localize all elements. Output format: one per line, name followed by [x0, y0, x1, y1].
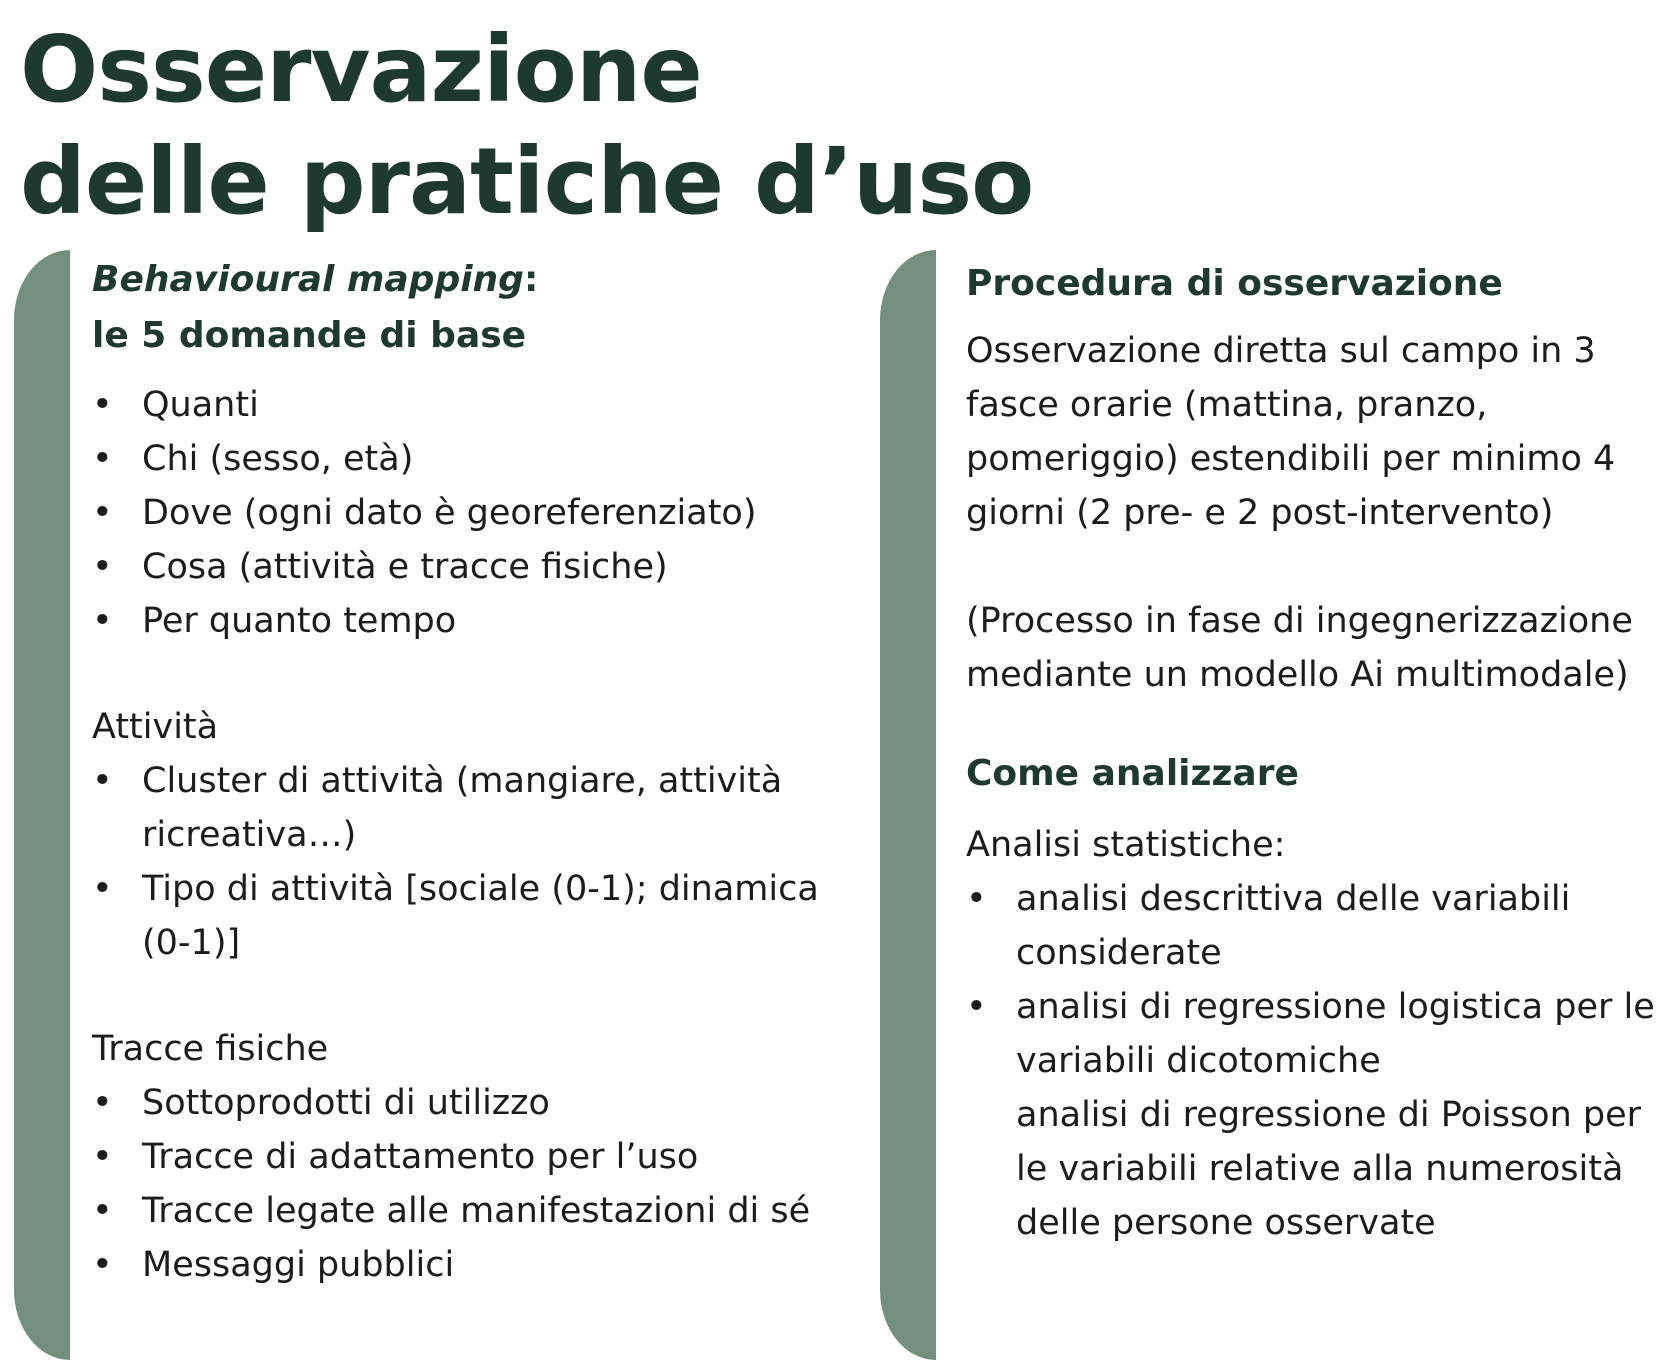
title-line-1: Osservazione — [20, 16, 702, 123]
list-item: • Tipo di attività [sociale (0-1); dinamica (0-1)] — [92, 862, 852, 970]
questions-list — [92, 378, 852, 648]
procedure-text: Osservazione diretta sul campo in 3 fasce orarie (mattina, pranzo, pomeriggio) estendibili per minimo 4 giorni (2 pre- e 2 post-intervento) — [966, 331, 1616, 533]
traces-list — [92, 1076, 852, 1292]
list-item: • analisi di regressione logistica per le variabili dicotomiche — [966, 980, 1656, 1088]
traces-label: Tracce fisiche — [92, 1029, 329, 1069]
analysis-continuation: analisi di regressione di Poisson per le variabili relative alla numerosità delle persone osservate — [1016, 1095, 1642, 1243]
list-item: • Messaggi pubblici — [92, 1238, 852, 1292]
left-column — [92, 252, 852, 1292]
activities-label: Attività — [92, 707, 219, 747]
bullet-icon: • — [966, 987, 987, 1027]
list-item: • Quanti — [92, 378, 852, 432]
procedure-note: (Processo in fase di ingegnerizzazione mediante un modello Ai multimodale) — [966, 601, 1633, 695]
bullet-icon: • — [92, 439, 113, 479]
list-item: • Cluster di attività (mangiare, attività ricreativa…) — [92, 754, 852, 862]
bullet-icon: • — [92, 869, 113, 909]
bullet-icon: • — [92, 1083, 113, 1123]
procedure-heading: Procedura di osservazione — [966, 263, 1503, 304]
heading-subtitle: le 5 domande di base — [92, 315, 527, 356]
bullet-icon: • — [92, 1137, 113, 1177]
bullet-icon: • — [92, 547, 113, 587]
list-item: • Chi (sesso, età) — [92, 432, 852, 486]
activities-list — [92, 754, 852, 970]
list-item: • Tracce legate alle manifestazioni di sé — [92, 1184, 852, 1238]
page-title — [20, 14, 1033, 238]
right-column — [966, 252, 1656, 1250]
list-item: • Cosa (attività e tracce fisiche) — [92, 540, 852, 594]
analysis-label: Analisi statistiche: — [966, 825, 1286, 865]
bullet-icon: • — [92, 1245, 113, 1285]
right-accent-bar — [880, 250, 936, 1360]
bullet-icon: • — [92, 385, 113, 425]
title-line-2: delle pratiche d’uso — [20, 128, 1034, 235]
analyze-heading: Come analizzare — [966, 753, 1299, 794]
behavioural-mapping-heading — [92, 252, 852, 364]
list-item: • Tracce di adattamento per l’uso — [92, 1130, 852, 1184]
bullet-icon: • — [92, 493, 113, 533]
list-item: • Sottoprodotti di utilizzo — [92, 1076, 852, 1130]
left-accent-bar — [14, 250, 70, 1360]
bullet-icon: • — [92, 761, 113, 801]
bullet-icon: • — [966, 879, 987, 919]
bullet-icon: • — [92, 601, 113, 641]
bullet-icon: • — [92, 1191, 113, 1231]
analysis-list — [966, 872, 1656, 1088]
list-item: • analisi descrittiva delle variabili considerate — [966, 872, 1656, 980]
heading-colon: : — [523, 259, 539, 300]
list-item: • Per quanto tempo — [92, 594, 852, 648]
behavioural-mapping-label: Behavioural mapping — [92, 259, 524, 300]
list-item: • Dove (ogni dato è georeferenziato) — [92, 486, 852, 540]
